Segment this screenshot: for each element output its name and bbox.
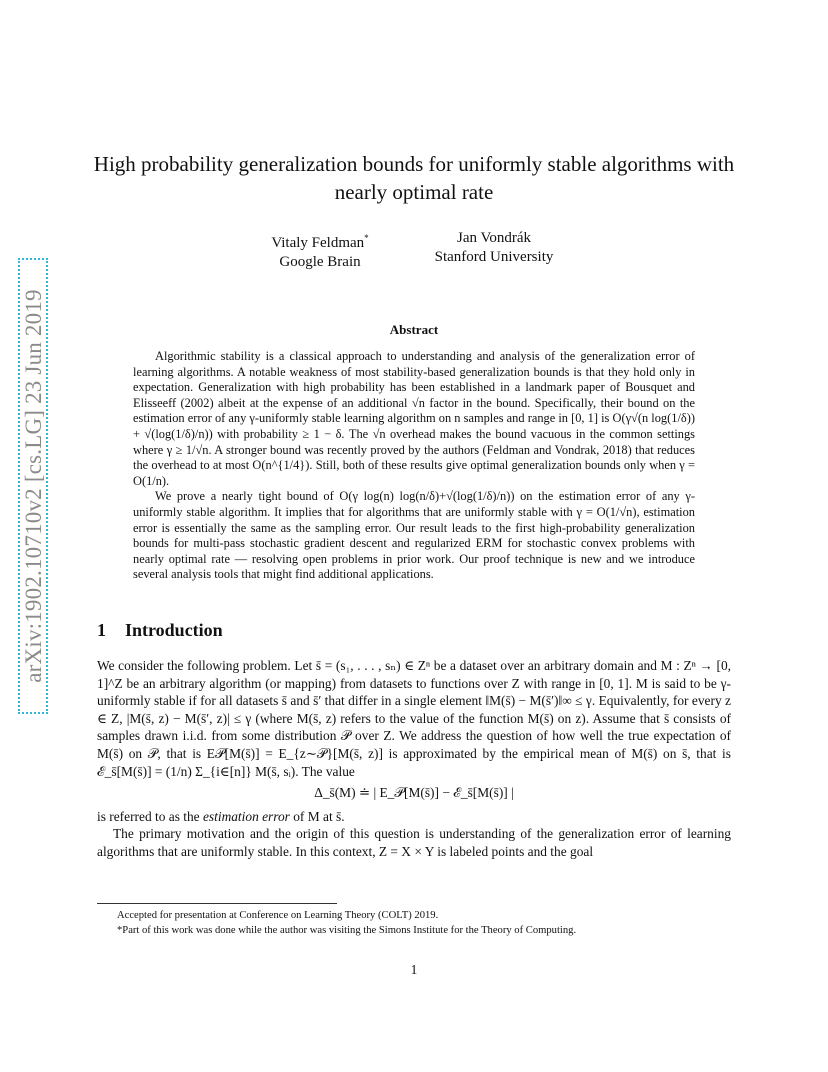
abstract-heading: Abstract (389, 322, 439, 337)
abstract-body (133, 349, 695, 583)
text-span: of M at s̄. (289, 808, 345, 824)
abstract-paragraph: We prove a nearly tight bound of O(γ log(n) log(n/δ)+√(log(1/δ)/n)) on the estimation error of any γ-uniformly stable algorithm. It implies that for algorithms that are uniformly stable with γ = O(1/√n), estimation error is essentially the same as the sampling error. Our result leads to the first high-probability generalization bounds for multi-pass stochastic gradient descent and regularized ERM for stochastic convex problems with nearly optimal rate — resolving open problems in prior work. Our proof technique is new and we introduce several analysis tools that might find additional applications. (133, 489, 695, 582)
author-1-name: Vitaly Feldman (271, 235, 365, 251)
footnote: *Part of this work was done while the author was visiting the Simons Institute for the Theory of Computing. (117, 925, 577, 936)
author-2 (414, 229, 574, 267)
section-heading (97, 620, 223, 641)
abstract-paragraph: Algorithmic stability is a classical approach to understanding and analysis of the generalization error of learning algorithms. A notable weakness of most stability-based generalization bounds is that they hold only in expectation. Generalization with high probability has been established in a landmark paper of Bousquet and Elisseeff (2002) albeit at the expense of an additional √n factor in the bound. Specifically, their bound on the estimation error of any γ-uniformly stable learning algorithm on n samples and range in [0, 1] is O(γ√(n log(1/δ)) + √(log(1/δ)/n)) with probability ≥ 1 − δ. The √n overhead makes the bound vacuous in the common settings where γ ≥ 1/√n. A stronger bound was recently proved by the authors (Feldman and Vondrak, 2018) that reduces the overhead to at most O(n^{1/4}). Still, both of these results give optimal generalization bounds only when γ = O(1/n). (133, 349, 695, 488)
display-equation: Δ_s̄(M) ≐ | E_𝒫[M(s̄)] − ℰ_s̄[M(s̄)] | (314, 785, 514, 801)
author-1-affiliation: Google Brain (279, 254, 361, 270)
main-text (97, 657, 731, 861)
footnotes (117, 908, 576, 938)
section-title: Introduction (125, 620, 223, 640)
author-1-footnote-mark: * (364, 233, 369, 243)
text-span: is referred to as the (97, 808, 203, 824)
section-number: 1 (97, 620, 106, 640)
body-paragraph: The primary motivation and the origin of this question is understanding of the generalization error of learning algorithms that are uniformly stable. In this context, Z = X × Y is labeled points and the goal (97, 826, 731, 859)
arxiv-identifier[interactable]: arXiv:1902.10710v2 [cs.LG] 23 Jun 2019 (21, 289, 46, 683)
body-paragraph (97, 808, 731, 826)
emphasized-term: estimation error (202, 808, 290, 824)
body-paragraph: We consider the following problem. Let s̄ = (s₁, . . . , sₙ) ∈ Zⁿ be a dataset over an arbitrary domain and M : Zⁿ → [0, 1]^Z be an arbitrary algorithm (or mapping) from datasets to functions over Z with range in [0, 1]. M is said to be γ-uniformly stable if for all datasets s̄ and s̄′ that differ in a single element ‖M(s̄) − M(s̄′)‖∞ ≤ γ. Equivalently, for every z ∈ Z, |M(s̄, z) − M(s̄′, z)| ≤ γ (where M(s̄, z) refers to the value of the function M(s̄) on z). Assume that s̄ consists of samples drawn i.i.d. from some distribution 𝒫 over Z. We address the question of how well the true expectation of M(s̄) on 𝒫, that is E𝒫[M(s̄)] = E_{z∼𝒫}[M(s̄, z)] is approximated by the empirical mean of M(s̄) on s̄, that is ℰ_s̄[M(s̄)] = (1/n) Σ_{i∈[n]} M(s̄, sᵢ). The value (97, 658, 731, 779)
author-2-name: Jan Vondrák (456, 230, 532, 246)
author-1 (255, 229, 385, 272)
footnote: Accepted for presentation at Conference on Learning Theory (COLT) 2019. (117, 910, 439, 921)
footnote-rule (97, 903, 337, 904)
paper-title: High probability generalization bounds for uniformly stable algorithms with nearly optimal rate (93, 152, 735, 204)
author-2-affiliation: Stanford University (434, 249, 554, 265)
page-number: 1 (410, 962, 418, 977)
